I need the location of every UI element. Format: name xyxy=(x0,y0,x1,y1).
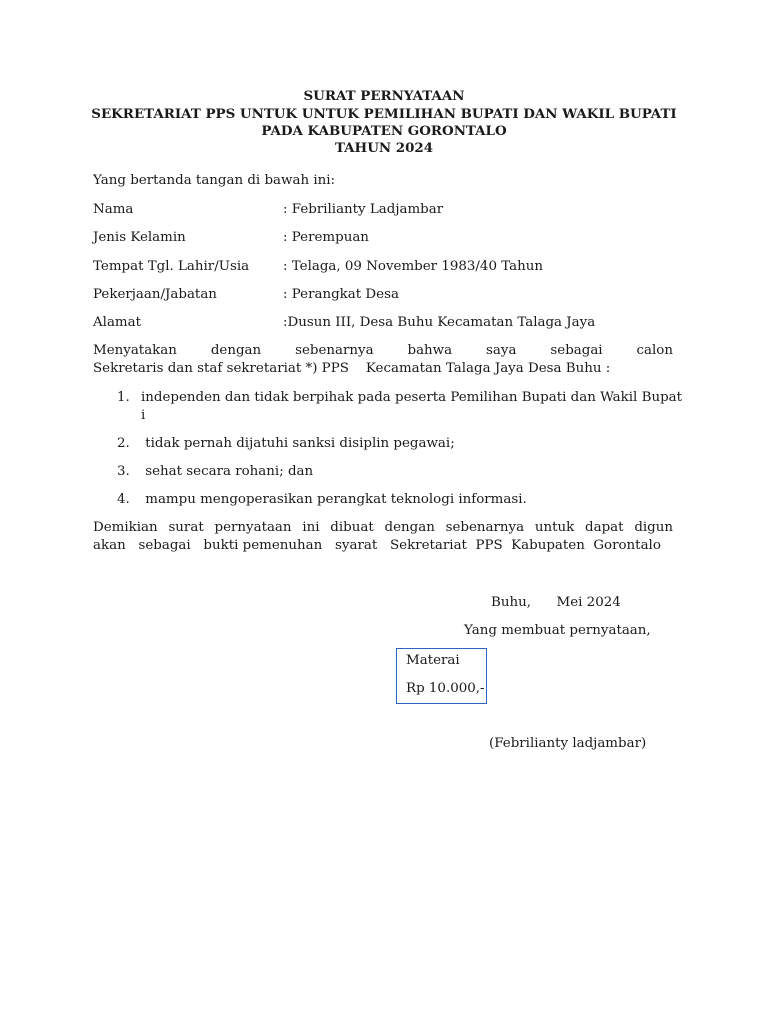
list-text: sehat secara rohani; dan xyxy=(141,464,314,479)
list-text: tidak pernah dijatuhi sanksi disiplin pegawai; xyxy=(141,436,455,451)
stamp-value: Rp 10.000,- xyxy=(406,681,485,696)
stamp-label: Materai xyxy=(406,653,460,668)
field-label: Alamat xyxy=(93,315,141,330)
list-number: 1. xyxy=(117,390,130,405)
list-text: mampu mengoperasikan perangkat teknologi informasi. xyxy=(141,492,527,507)
field-value: : Perempuan xyxy=(283,230,369,245)
field-value: : Febrilianty Ladjambar xyxy=(283,202,444,217)
list-text: independen dan tidak berpihak pada peserta Pemilihan Bupati dan Wakil Bupat xyxy=(141,390,682,405)
statement-line-2: Sekretaris dan staf sekretariat *) PPS Kecamatan Talaga Jaya Desa Buhu : xyxy=(93,361,611,376)
closing-line-1: Demikian surat pernyataan ini dibuat dengan sebenarnya untuk dapat digun xyxy=(93,520,673,535)
doc-subtitle-year: TAHUN 2024 xyxy=(334,140,434,156)
field-value: : Telaga, 09 November 1983/40 Tahun xyxy=(283,259,543,274)
field-label: Jenis Kelamin xyxy=(93,230,186,245)
field-label: Tempat Tgl. Lahir/Usia xyxy=(93,259,250,274)
list-number: 4. xyxy=(117,492,130,507)
field-label: Pekerjaan/Jabatan xyxy=(93,287,217,302)
doc-subtitle-region: PADA KABUPATEN GORONTALO xyxy=(261,123,507,139)
statement-line-1: Menyatakan dengan sebenarnya bahwa saya sebagai calon xyxy=(93,343,673,358)
signer-caption: Yang membuat pernyataan, xyxy=(464,623,651,638)
field-value: : Perangkat Desa xyxy=(283,287,399,302)
field-label: Nama xyxy=(93,202,134,217)
signer-name: (Febrilianty ladjambar) xyxy=(489,736,647,751)
intro-text: Yang bertanda tangan di bawah ini: xyxy=(93,173,336,188)
field-value: :Dusun III, Desa Buhu Kecamatan Talaga Jaya xyxy=(283,315,596,330)
doc-title: SURAT PERNYATAAN xyxy=(303,88,465,104)
doc-subtitle: SEKRETARIAT PPS UNTUK UNTUK PEMILIHAN BUPATI DAN WAKIL BUPATI xyxy=(91,106,677,122)
list-text-continuation: i xyxy=(141,408,146,423)
closing-line-2: akan sebagai bukti pemenuhan syarat Sekretariat PPS Kabupaten Gorontalo xyxy=(93,538,661,553)
list-number: 2. xyxy=(117,436,130,451)
list-number: 3. xyxy=(117,464,130,479)
place-date: Buhu, Mei 2024 xyxy=(491,595,621,610)
stamp-box xyxy=(396,648,487,704)
